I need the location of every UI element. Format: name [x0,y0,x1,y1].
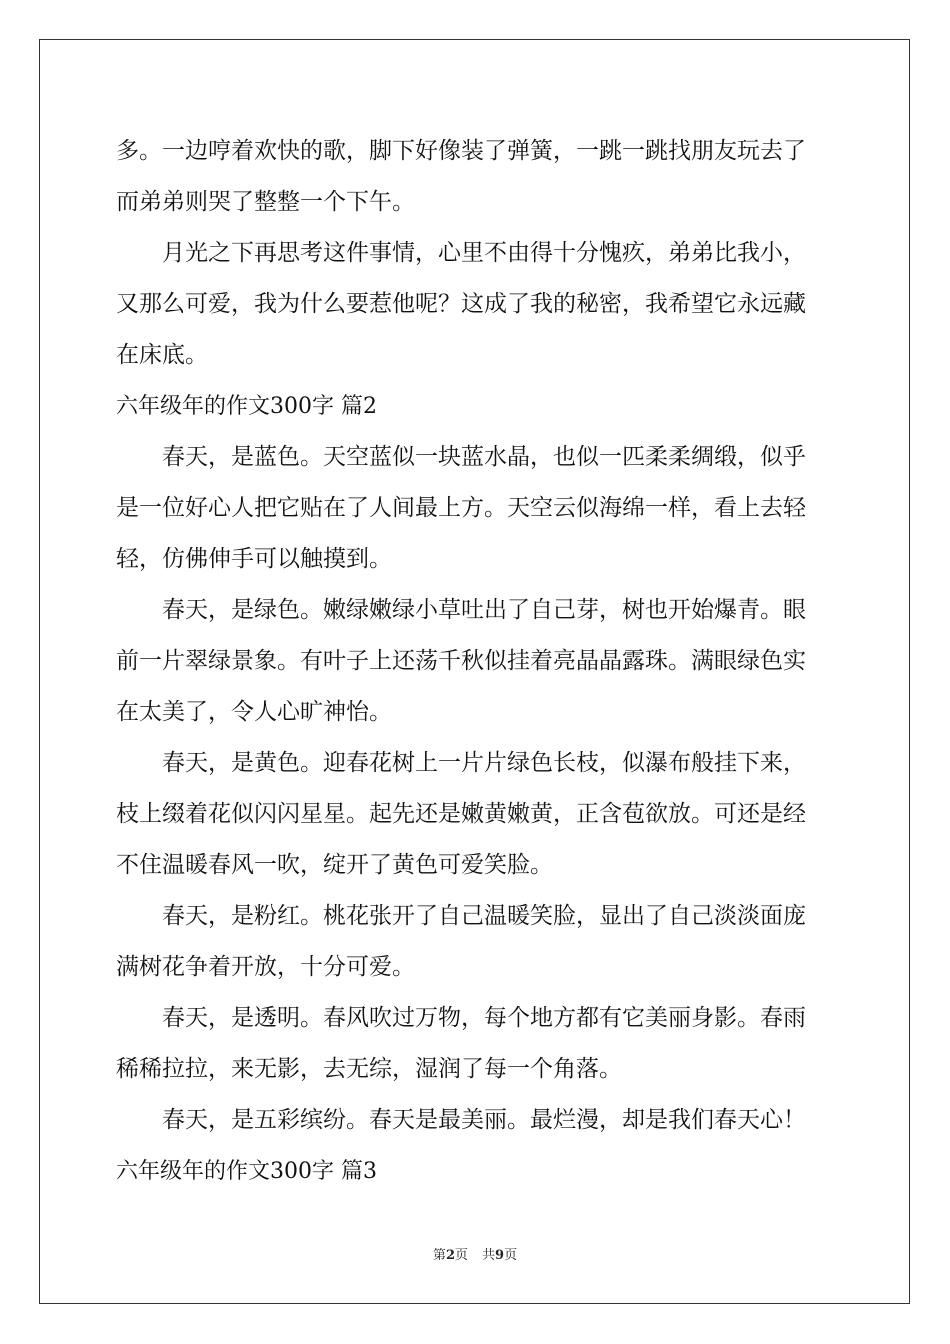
text-line: 前一片翠绿景象。有叶子上还荡千秋似挂着亮晶晶露珠。满眼绿色实 [116,648,806,674]
paragraph-start: 春天，是绿色。嫩绿嫩绿小草吐出了自己芽，树也开始爆青。眼 [162,597,806,623]
paragraph-start: 春天，是黄色。迎春花树上一片片绿色长枝，似瀑布般挂下来， [162,750,806,776]
paragraph-start: 月光之下再思考这件事情，心里不由得十分愧疚，弟弟比我小， [162,240,806,266]
section-heading: 六年级年的作文300字 篇3 [116,1159,377,1184]
text-line: 枝上缀着花似闪闪星星。起先还是嫩黄嫩黄，正含苞欲放。可还是经 [116,801,806,827]
paragraph-start: 春天，是透明。春风吹过万物，每个地方都有它美丽身影。春雨 [162,1005,806,1031]
document-body [116,126,836,1197]
text-line: 满树花争着开放，十分可爱。 [116,954,415,980]
paragraph-start: 春天，是粉红。桃花张开了自己温暖笑脸，显出了自己淡淡面庞 [162,903,806,929]
text-line: 不住温暖春风一吹，绽开了黄色可爱笑脸。 [116,852,553,878]
page-footer [0,1248,950,1264]
paragraph-start: 春天，是蓝色。天空蓝似一块蓝水晶，也似一匹柔柔绸缎，似乎 [162,444,806,470]
page-suffix: 页 [454,1248,468,1263]
total-prefix: 共 [482,1248,496,1263]
section-heading: 六年级年的作文300字 篇2 [116,394,377,419]
text-line: 又那么可爱，我为什么要惹他呢？这成了我的秘密，我希望它永远藏 [116,291,806,317]
text-line: 在床底。 [116,342,208,368]
page-prefix: 第 [432,1248,446,1263]
text-line: 而弟弟则哭了整整一个下午。 [116,189,415,215]
text-line: 在太美了，令人心旷神怡。 [116,699,392,725]
paragraph-start: 春天，是五彩缤纷。春天是最美丽。最烂漫，却是我们春天心！ [162,1107,806,1133]
current-page-number: 2 [445,1248,455,1263]
text-line: 是一位好心人把它贴在了人间最上方。天空云似海绵一样，看上去轻 [116,495,806,521]
total-suffix: 页 [504,1248,518,1263]
text-line: 轻，仿佛伸手可以触摸到。 [116,546,392,572]
text-line: 多。一边哼着欢快的歌，脚下好像装了弹簧，一跳一跳找朋友玩去了 [116,138,806,164]
text-line: 稀稀拉拉，来无影，去无综，湿润了每一个角落。 [116,1056,622,1082]
total-pages-number: 9 [495,1248,505,1263]
